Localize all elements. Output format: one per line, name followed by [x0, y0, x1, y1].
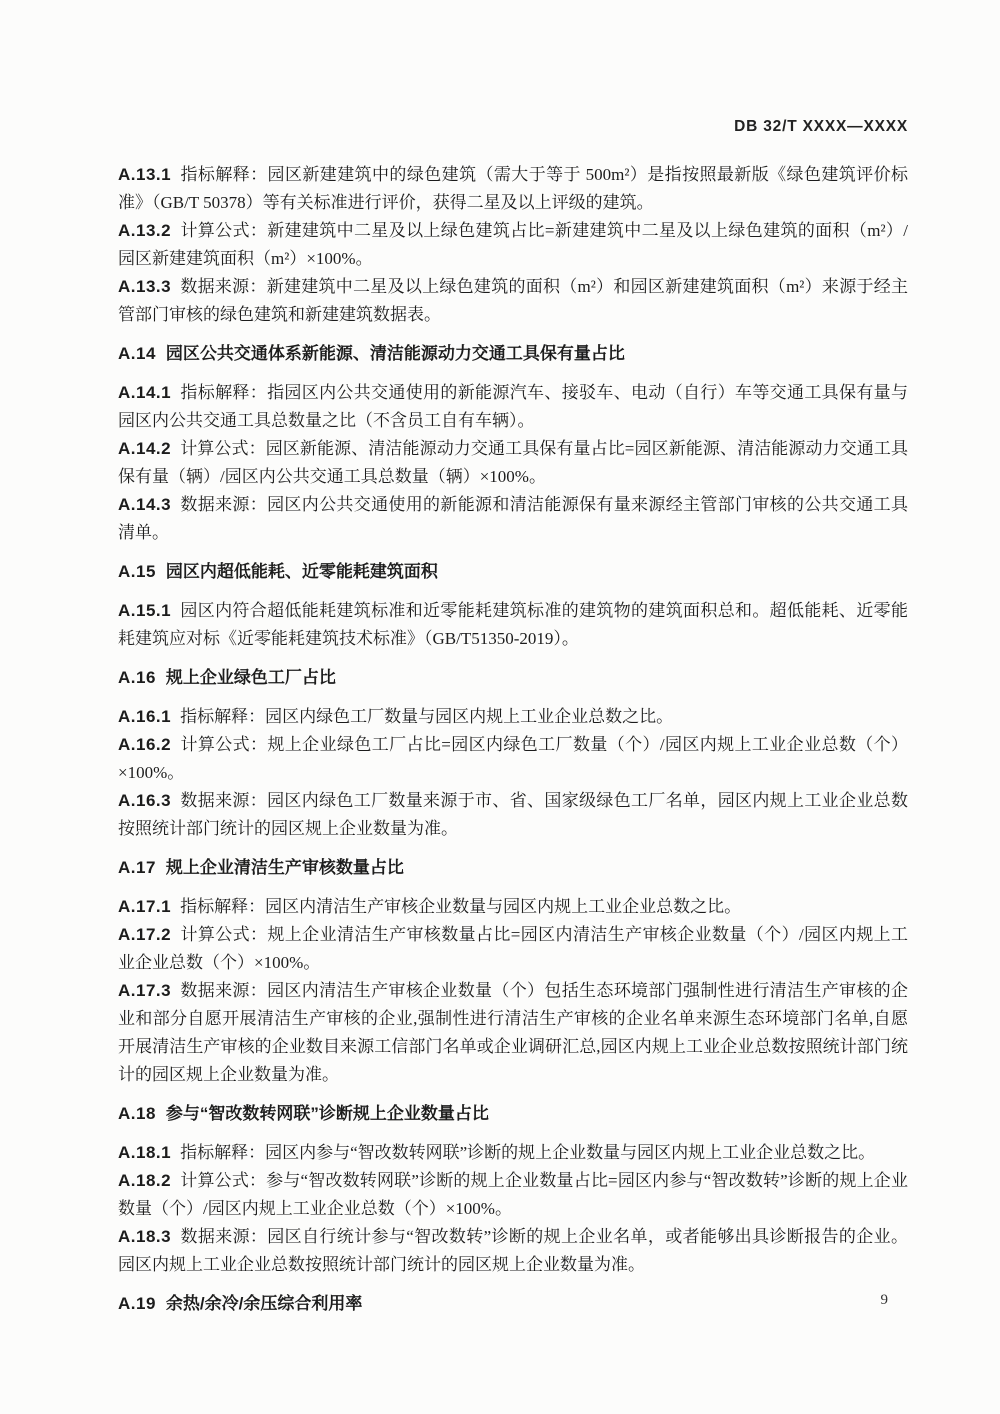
clause-text: 计算公式：园区新能源、清洁能源动力交通工具保有量占比=园区新能源、清洁能源动力交通工具保有量（辆）/园区内公共交通工具总数量（辆）×100%。 [118, 439, 908, 486]
clause-a16-3 [118, 787, 908, 843]
clause-a14-1 [118, 379, 908, 435]
clause-a18-2 [118, 1167, 908, 1223]
clause-a14-2 [118, 435, 908, 491]
clause-a15-1 [118, 597, 908, 653]
section-heading-a19 [118, 1290, 908, 1318]
clause-label: A.14.1 [118, 383, 172, 402]
clause-label: A.15.1 [118, 601, 172, 620]
clause-text: 指标解释：指园区内公共交通使用的新能源汽车、接驳车、电动（自行）车等交通工具保有量与园区内公共交通工具总数量之比（不含员工自有车辆）。 [118, 383, 908, 430]
clause-text: 园区内符合超低能耗建筑标准和近零能耗建筑标准的建筑物的建筑面积总和。超低能耗、近零能耗建筑应对标《近零能耗建筑技术标准》（GB/T51350-2019）。 [118, 601, 908, 648]
clause-a18-3 [118, 1223, 908, 1279]
clause-a13-1 [118, 161, 908, 217]
clause-a16-1 [118, 703, 908, 731]
clause-label: A.18.1 [118, 1143, 172, 1162]
clause-a17-1 [118, 893, 908, 921]
clause-text: 指标解释：园区新建建筑中的绿色建筑（需大于等于 500m²）是指按照最新版《绿色建筑评价标准》（GB/T 50378）等有关标准进行评价，获得二星及以上评级的建筑。 [118, 165, 908, 212]
section-title: 余热/余冷/余压综合利用率 [165, 1294, 363, 1313]
section-label: A.15 [118, 562, 156, 581]
section-title: 规上企业清洁生产审核数量占比 [165, 858, 404, 877]
clause-label: A.18.3 [118, 1227, 172, 1246]
clause-a17-3 [118, 977, 908, 1089]
clause-text: 指标解释：园区内参与“智改数转网联”诊断的规上企业数量与园区内规上工业企业总数之比。 [180, 1143, 876, 1162]
clause-a13-3 [118, 273, 908, 329]
clause-label: A.13.3 [118, 277, 172, 296]
section-title: 园区公共交通体系新能源、清洁能源动力交通工具保有量占比 [165, 344, 625, 363]
document-body [118, 161, 908, 1329]
clause-label: A.17.2 [118, 925, 172, 944]
clause-label: A.17.3 [118, 981, 172, 1000]
clause-text: 计算公式：规上企业绿色工厂占比=园区内绿色工厂数量（个）/园区内规上工业企业总数（个）×100%。 [118, 735, 908, 782]
clause-a18-1 [118, 1139, 908, 1167]
clause-text: 数据来源：园区内清洁生产审核企业数量（个）包括生态环境部门强制性进行清洁生产审核的企业和部分自愿开展清洁生产审核的企业,强制性进行清洁生产审核的企业名单来源生态环境部门名单,自愿开展清洁生产审核的企业数目来源工信部门名单或企业调研汇总,园区内规上工业企业总数按照统计部门统计的园区规上企业数量为准。 [118, 981, 908, 1084]
section-title: 规上企业绿色工厂占比 [165, 668, 336, 687]
clause-a16-2 [118, 731, 908, 787]
clause-label: A.18.2 [118, 1171, 172, 1190]
clause-label: A.14.3 [118, 495, 172, 514]
section-label: A.14 [118, 344, 156, 363]
clause-text: 指标解释：园区内绿色工厂数量与园区内规上工业企业总数之比。 [180, 707, 674, 726]
clause-a14-3 [118, 491, 908, 547]
section-label: A.18 [118, 1104, 156, 1123]
clause-label: A.16.3 [118, 791, 172, 810]
section-heading-a14 [118, 340, 908, 368]
section-label: A.19 [118, 1294, 156, 1313]
page-number: 9 [880, 1292, 888, 1308]
document-code-header: DB 32/T XXXX—XXXX [734, 118, 908, 135]
section-label: A.17 [118, 858, 156, 877]
clause-a17-2 [118, 921, 908, 977]
clause-text: 数据来源：新建建筑中二星及以上绿色建筑的面积（m²）和园区新建建筑面积（m²）来源于经主管部门审核的绿色建筑和新建建筑数据表。 [118, 277, 908, 324]
section-title: 参与“智改数转网联”诊断规上企业数量占比 [165, 1104, 489, 1123]
clause-text: 计算公式：新建建筑中二星及以上绿色建筑占比=新建建筑中二星及以上绿色建筑的面积（m²）/园区新建建筑面积（m²）×100%。 [118, 221, 908, 268]
clause-text: 计算公式：规上企业清洁生产审核数量占比=园区内清洁生产审核企业数量（个）/园区内规上工业企业总数（个）×100%。 [118, 925, 908, 972]
section-title: 园区内超低能耗、近零能耗建筑面积 [165, 562, 438, 581]
section-heading-a18 [118, 1100, 908, 1128]
clause-text: 指标解释：园区内清洁生产审核企业数量与园区内规上工业企业总数之比。 [180, 897, 742, 916]
clause-a13-2 [118, 217, 908, 273]
section-label: A.16 [118, 668, 156, 687]
clause-text: 数据来源：园区自行统计参与“智改数转”诊断的规上企业名单，或者能够出具诊断报告的企业。园区内规上工业企业总数按照统计部门统计的园区规上企业数量为准。 [118, 1227, 908, 1274]
clause-text: 数据来源：园区内公共交通使用的新能源和清洁能源保有量来源经主管部门审核的公共交通工具清单。 [118, 495, 908, 542]
section-heading-a16 [118, 664, 908, 692]
clause-label: A.16.2 [118, 735, 172, 754]
clause-label: A.14.2 [118, 439, 172, 458]
clause-label: A.13.1 [118, 165, 172, 184]
clause-label: A.13.2 [118, 221, 172, 240]
clause-text: 数据来源：园区内绿色工厂数量来源于市、省、国家级绿色工厂名单，园区内规上工业企业总数按照统计部门统计的园区规上企业数量为准。 [118, 791, 908, 838]
section-heading-a17 [118, 854, 908, 882]
section-heading-a15 [118, 558, 908, 586]
clause-label: A.16.1 [118, 707, 172, 726]
clause-text: 计算公式：参与“智改数转网联”诊断的规上企业数量占比=园区内参与“智改数转”诊断的规上企业数量（个）/园区内规上工业企业总数（个）×100%。 [118, 1171, 908, 1218]
clause-label: A.17.1 [118, 897, 172, 916]
